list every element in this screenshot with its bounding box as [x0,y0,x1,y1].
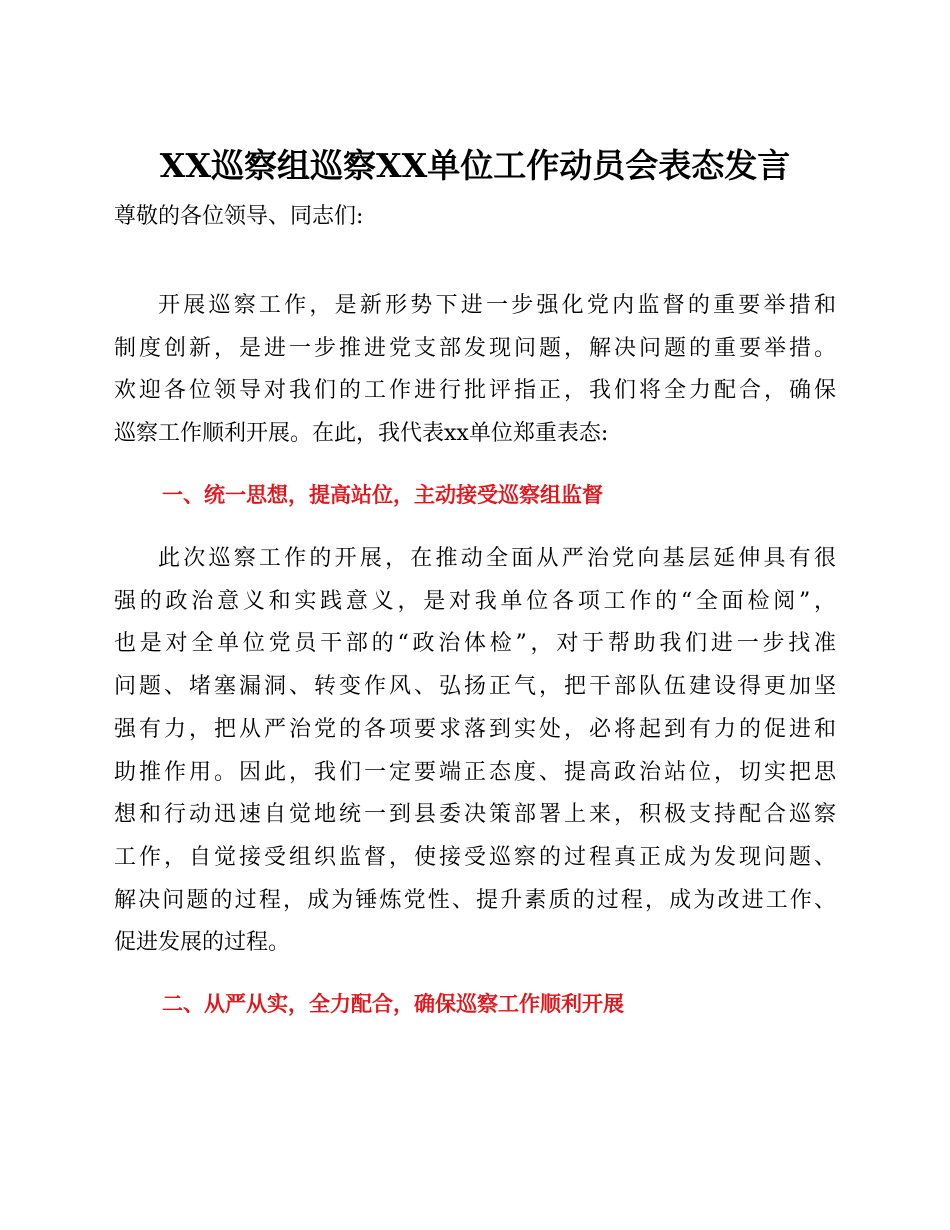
section-heading-1: 一、统一思想，提高站位，主动接受巡察组监督 [162,483,603,507]
salutation: 尊敬的各位领导、同志们: [114,204,364,229]
paragraph-line: 促进发展的过程。 [114,930,291,956]
paragraph-intro [114,285,836,456]
paragraph-line: 问题、堵塞漏洞、转变作风、弘扬正气，把干部队伍建设得更加坚 [114,674,836,700]
paragraph-line: 也是对全单位党员干部的“政治体检”，对于帮助我们进一步找准 [114,631,836,657]
paragraph-line: 欢迎各位领导对我们的工作进行批评指正，我们将全力配合，确保 [114,378,836,404]
section-heading-2: 二、从严从实，全力配合，确保巡察工作顺利开展 [162,992,624,1016]
paragraph-line: 开展巡察工作，是新形势下进一步强化党内监督的重要举措和 [158,293,836,318]
paragraph-line: 解决问题的过程，成为锤炼党性、提升素质的过程，成为改进工作、 [114,887,836,913]
document-title: XX巡察组巡察XX单位工作动员会表态发言 [159,146,791,185]
paragraph-line: 强有力，把从严治党的各项要求落到实处，必将起到有力的促进和 [114,716,836,742]
paragraph-section-1 [114,538,836,965]
paragraph-line: 助推作用。因此，我们一定要端正态度、提高政治站位，切实把思 [114,759,836,785]
paragraph-line: 强的政治意义和实践意义，是对我单位各项工作的“全面检阅”， [114,588,836,614]
paragraph-line: 制度创新，是进一步推进党支部发现问题，解决问题的重要举措。 [114,335,836,361]
paragraph-line: 巡察工作顺利开展。在此，我代表xx单位郑重表态: [114,421,609,447]
paragraph-line: 此次巡察工作的开展，在推动全面从严治党向基层延伸具有很 [158,546,836,571]
paragraph-line: 想和行动迅速自觉地统一到县委决策部署上来，积极支持配合巡察 [114,802,836,828]
paragraph-line: 工作，自觉接受组织监督，使接受巡察的过程真正成为发现问题、 [114,844,836,870]
